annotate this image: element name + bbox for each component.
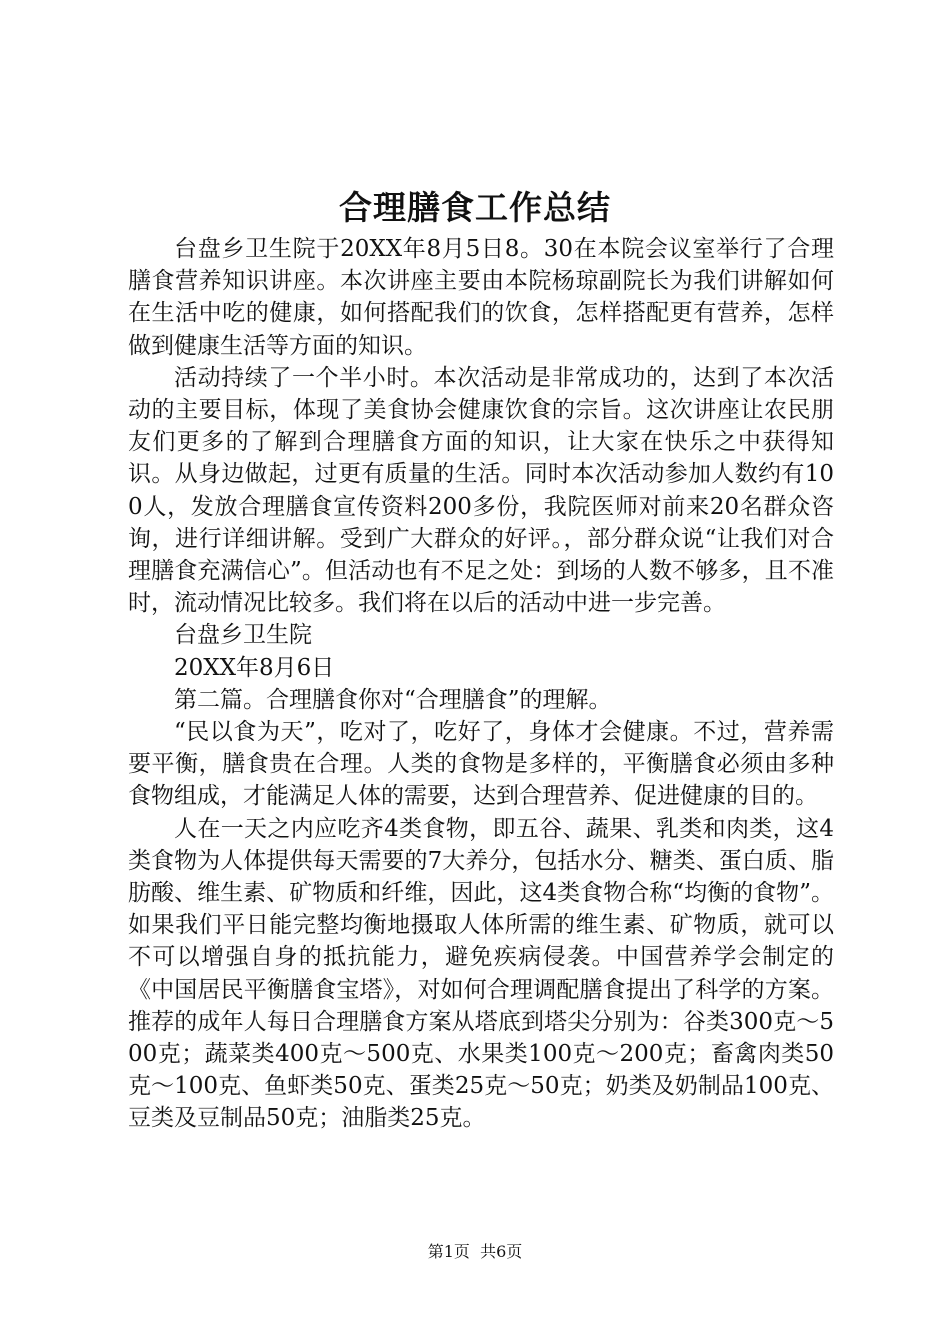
paragraph-balanced-diet: “民以食为天”，吃对了，吃好了，身体才会健康。不过，营养需要平衡，膳食贵在合理。人类的食物是多样的，平衡膳食必须由多种食物组成，才能满足人体的需要，达到合理营养、促进健康的目的。	[128, 719, 834, 810]
section-heading-part-two: 第二篇。合理膳食你对“合理膳食”的理解。	[174, 686, 612, 713]
paragraph-food-groups: 人在一天之内应吃齐4类食物，即五谷、蔬果、乳类和肉类，这4类食物为人体提供每天需要的7大养分，包括水分、糖类、蛋白质、脂肪酸、维生素、矿物质和纤维，因此，这4类食物合称“均衡的食物”。如果我们平日能完整均衡地摄取人体所需的维生素、矿物质，就可以不可以增强自身的抵抗能力，避免疾病侵袭。中国营养学会制定的《中国居民平衡膳食宝塔》，对如何合理调配膳食提出了科学的方案。推荐的成年人每日合理膳食方案从塔底到塔尖分别为：谷类300克～500克；蔬菜类400克～500克、水果类100克～200克；畜禽肉类50克～100克、鱼虾类50克、蛋类25克～50克；奶类及奶制品100克、豆类及豆制品50克；油脂类25克。	[128, 815, 834, 1132]
paragraph-activity-summary: 活动持续了一个半小时。本次活动是非常成功的，达到了本次活动的主要目标，体现了美食协会健康饮食的宗旨。这次讲座让农民朋友们更多的了解到合理膳食方面的知识，让大家在快乐之中获得知识。从身边做起，过更有质量的生活。同时本次活动参加人数约有100人，发放合理膳食宣传资料200多份，我院医师对前来20名群众咨询，进行详细讲解。受到广大群众的好评。，部分群众说“让我们对合理膳食充满信心”。但活动也有不足之处：到场的人数不够多，且不准时，流动情况比较多。我们将在以后的活动中进一步完善。	[128, 364, 834, 617]
signature-organization: 台盘乡卫生院	[174, 622, 312, 649]
paragraph-lecture-intro: 台盘乡卫生院于20XX年8月5日8。30在本院会议室举行了合理膳食营养知识讲座。本次讲座主要由本院杨琼副院长为我们讲解如何在生活中吃的健康，如何搭配我们的饮食，怎样搭配更有营养，怎样做到健康生活等方面的知识。	[128, 236, 834, 359]
page-footer: 第1页 共6页	[427, 1242, 523, 1261]
document-body	[128, 233, 834, 1135]
document-title: 合理膳食工作总结	[339, 188, 611, 227]
signature-date: 20XX年8月6日	[174, 654, 335, 681]
